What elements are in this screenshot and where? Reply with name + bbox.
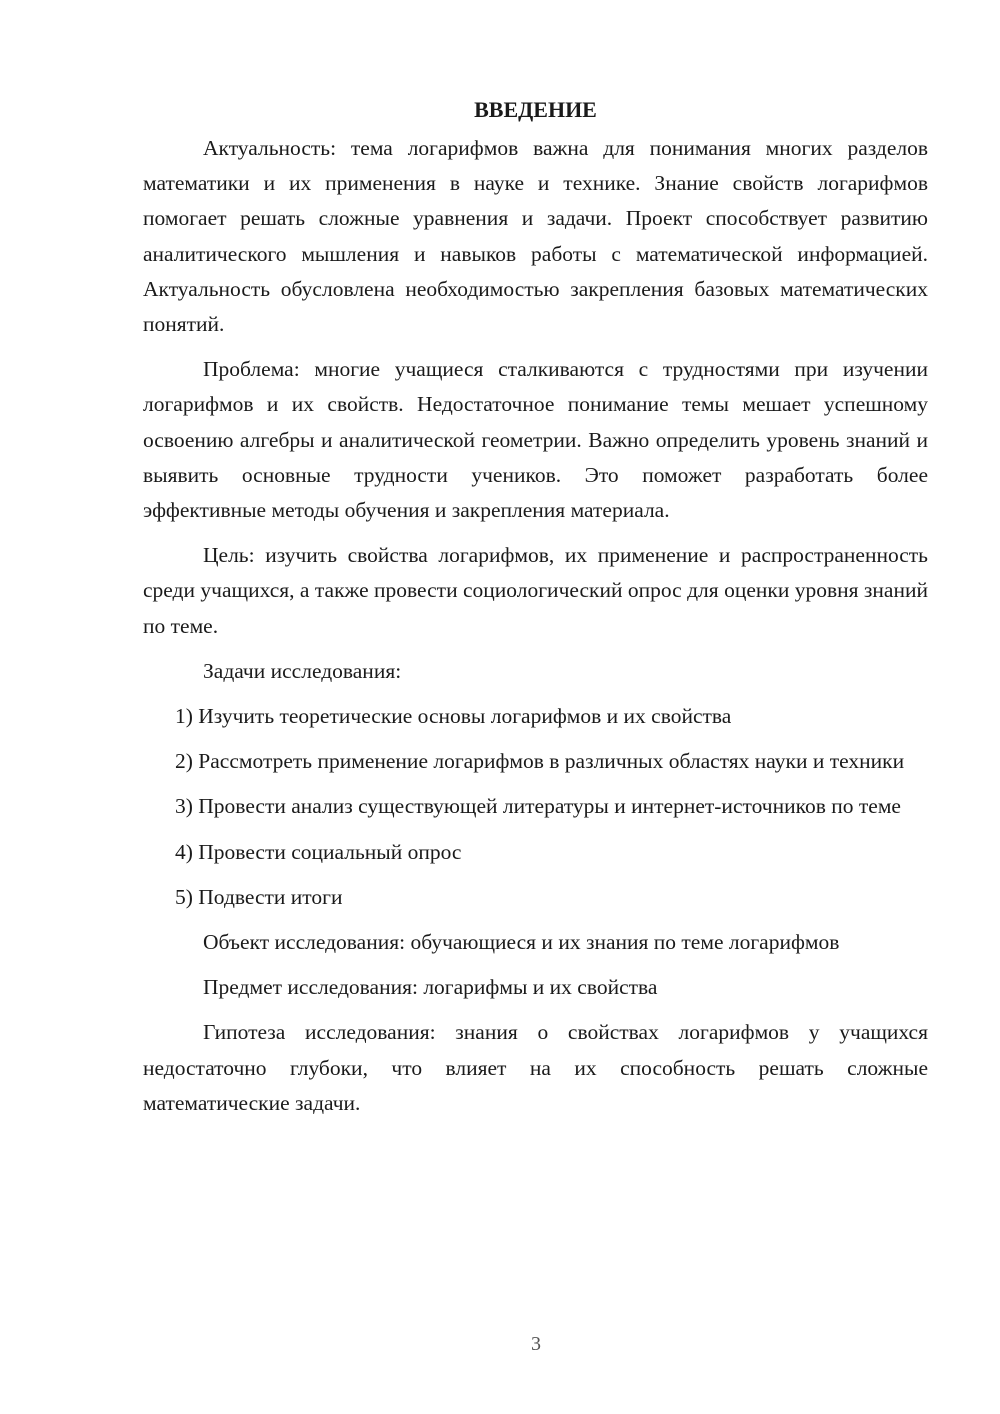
goal-paragraph: Цель: изучить свойства логарифмов, их применение и распространенность среди учащихся, а также провести социологический опрос для оценки уровня знаний по теме.: [143, 543, 928, 638]
subject-paragraph: Предмет исследования: логарифмы и их свойства: [203, 975, 658, 1000]
tasks-heading: Задачи исследования:: [203, 658, 402, 683]
task-item-2: 2) Рассмотреть применение логарифмов в различных областях науки и техники: [175, 749, 905, 774]
object-paragraph: Объект исследования: обучающиеся и их знания по теме логарифмов: [203, 930, 840, 955]
task-item-3: 3) Провести анализ существующей литературы и интернет-источников по теме: [175, 794, 901, 819]
task-item-4: 4) Провести социальный опрос: [175, 839, 462, 864]
task-item-1: 1) Изучить теоретические основы логарифмов и их свойства: [175, 704, 732, 729]
task-item-5: 5) Подвести итоги: [175, 884, 343, 909]
document-page: [143, 92, 928, 1131]
relevance-paragraph: Актуальность: тема логарифмов важна для понимания многих разделов математики и их применения в науке и технике. Знание свойств логарифмов помогает решать сложные уравнения и задачи. Проект способствует развитию аналитического мышления и навыков работы с математической информацией. Актуальность обусловлена необходимостью закрепления базовых математических понятий.: [143, 136, 928, 337]
page-number: 3: [531, 1333, 541, 1355]
problem-paragraph: Проблема: многие учащиеся сталкиваются с трудностями при изучении логарифмов и их свойств. Недостаточное понимание темы мешает успешному освоению алгебры и аналитической геометрии. Важно определить уровень знаний и выявить основные трудности учеников. Это поможет разработать более эффективные методы обучения и закрепления материала.: [143, 357, 928, 523]
section-title: ВВЕДЕНИЕ: [474, 97, 597, 122]
hypothesis-paragraph: Гипотеза исследования: знания о свойствах логарифмов у учащихся недостаточно глубоки, что влияет на их способность решать сложные математические задачи.: [143, 1020, 928, 1115]
